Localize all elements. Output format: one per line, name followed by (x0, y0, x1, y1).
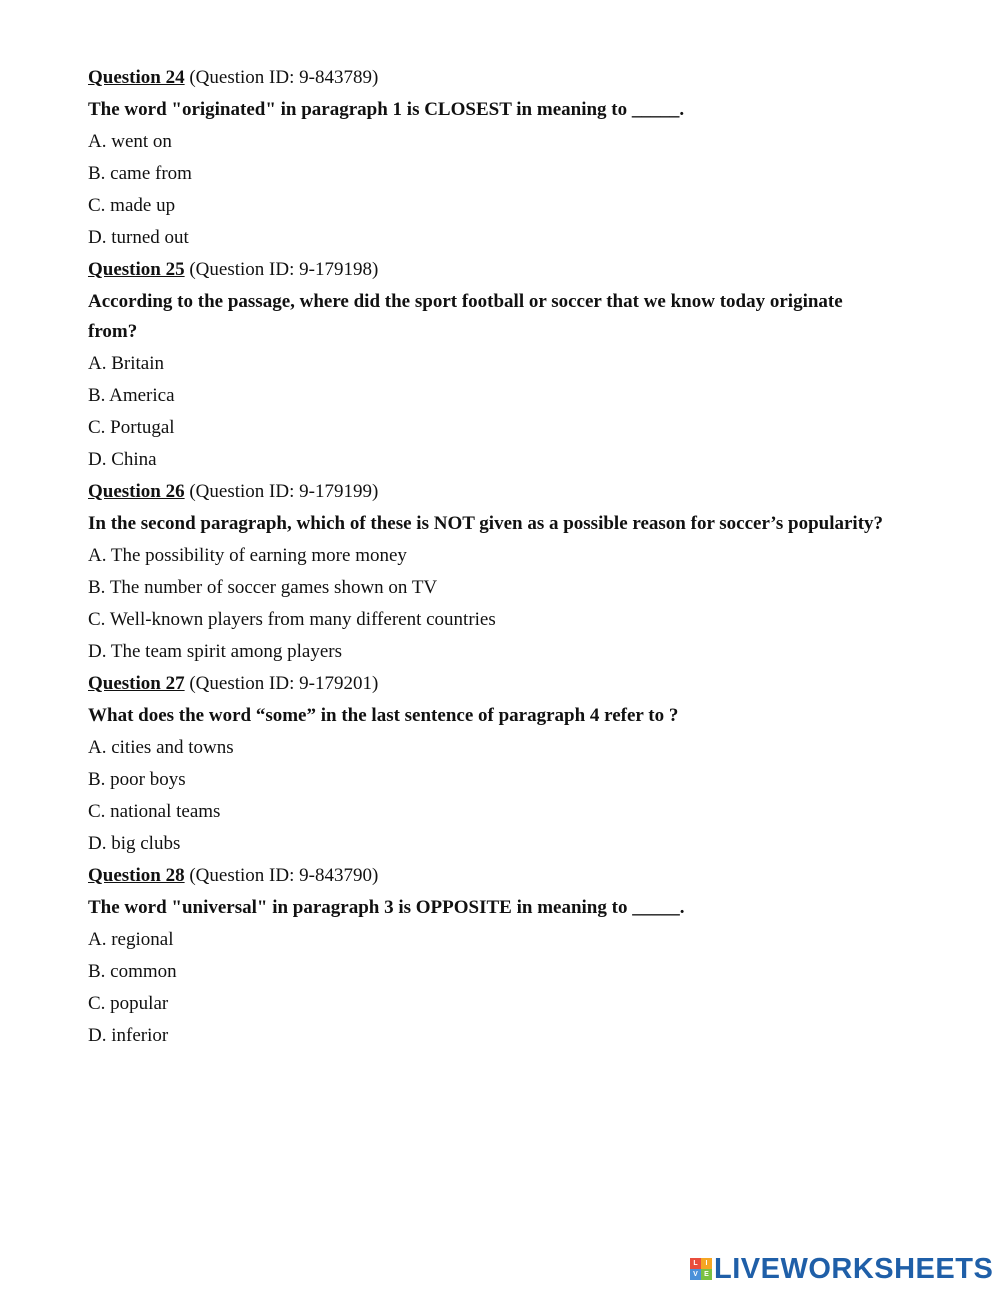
question-id: (Question ID: 9-843789) (189, 67, 379, 88)
answer-options (88, 348, 888, 476)
option-b[interactable]: B. common (88, 961, 177, 982)
option-b[interactable]: B. came from (88, 163, 192, 184)
answer-options (88, 540, 888, 668)
option-a[interactable]: A. went on (88, 131, 172, 152)
option-c[interactable]: C. made up (88, 195, 176, 216)
question-header (88, 254, 888, 286)
option-b[interactable]: B. poor boys (88, 769, 186, 790)
option-d[interactable]: D. inferior (88, 1025, 169, 1046)
option-c[interactable]: C. Well-known players from many different countries (88, 609, 496, 630)
option-b[interactable]: B. The number of soccer games shown on TV (88, 577, 438, 598)
answer-options (88, 924, 888, 1052)
question-label: Question 24 (88, 67, 185, 88)
option-b[interactable]: B. America (88, 385, 175, 406)
question-header (88, 62, 888, 94)
question-stem: According to the passage, where did the sport football or soccer that we know today originate from? (88, 291, 843, 342)
logo-text: LIVEWORKSHEETS (714, 1252, 994, 1285)
option-c[interactable]: C. national teams (88, 801, 221, 822)
question-stem: The word "universal" in paragraph 3 is OPPOSITE in meaning to _____. (88, 897, 685, 918)
question-stem: The word "originated" in paragraph 1 is CLOSEST in meaning to _____. (88, 99, 685, 120)
question-stem: What does the word “some” in the last sentence of paragraph 4 refer to ? (88, 705, 679, 726)
option-d[interactable]: D. The team spirit among players (88, 641, 342, 662)
question-label: Question 27 (88, 673, 185, 694)
question-27 (88, 668, 888, 860)
logo-mark-letter: L (690, 1258, 701, 1269)
question-id: (Question ID: 9-843790) (189, 865, 379, 886)
question-label: Question 28 (88, 865, 185, 886)
question-id: (Question ID: 9-179201) (189, 673, 379, 694)
liveworksheets-logo[interactable] (690, 1252, 993, 1286)
question-id: (Question ID: 9-179198) (189, 259, 379, 280)
option-a[interactable]: A. regional (88, 929, 174, 950)
logo-mark-icon (690, 1258, 712, 1280)
question-id: (Question ID: 9-179199) (189, 481, 379, 502)
question-label: Question 26 (88, 481, 185, 502)
question-header (88, 668, 888, 700)
option-c[interactable]: C. popular (88, 993, 169, 1014)
answer-options (88, 126, 888, 254)
logo-mark-letter: V (690, 1269, 701, 1280)
question-header (88, 860, 888, 892)
question-label: Question 25 (88, 259, 185, 280)
option-a[interactable]: A. The possibility of earning more money (88, 545, 407, 566)
question-header (88, 476, 888, 508)
logo-mark-letter: E (701, 1269, 712, 1280)
option-d[interactable]: D. big clubs (88, 833, 181, 854)
option-c[interactable]: C. Portugal (88, 417, 175, 438)
question-stem: In the second paragraph, which of these is NOT given as a possible reason for soccer’s popularity? (88, 513, 884, 534)
option-d[interactable]: D. turned out (88, 227, 189, 248)
option-d[interactable]: D. China (88, 449, 157, 470)
worksheet-page (88, 62, 888, 1052)
option-a[interactable]: A. cities and towns (88, 737, 234, 758)
option-a[interactable]: A. Britain (88, 353, 164, 374)
question-24 (88, 62, 888, 254)
question-25 (88, 254, 888, 476)
question-26 (88, 476, 888, 668)
question-28 (88, 860, 888, 1052)
logo-mark-letter: I (701, 1258, 712, 1269)
answer-options (88, 732, 888, 860)
